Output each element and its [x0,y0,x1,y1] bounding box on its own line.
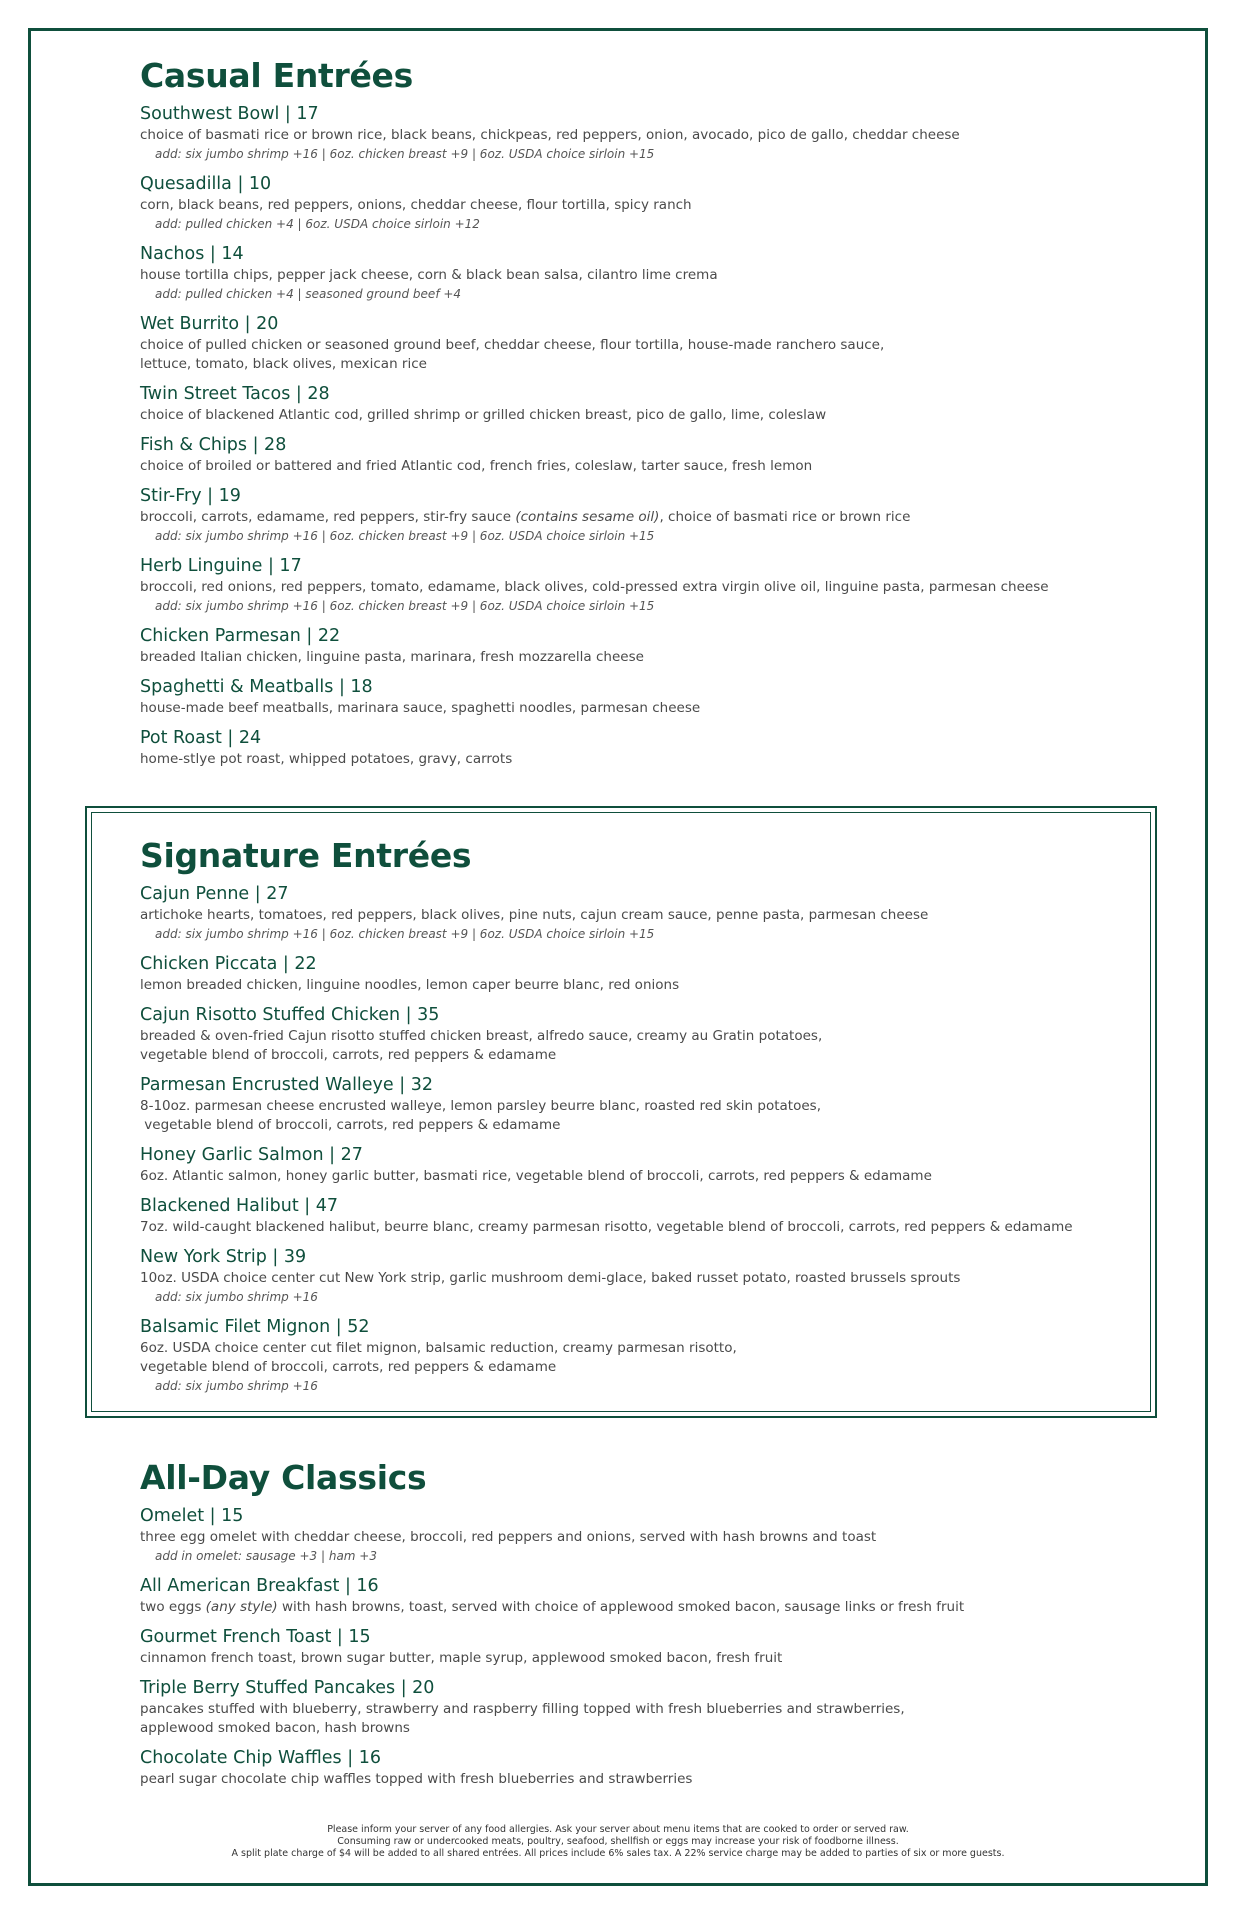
description-italic-note: (any style) [205,1599,278,1615]
menu-item-name: Nachos | 14 [140,244,244,264]
menu-item [140,624,1120,667]
menu-item-description: lemon breaded chicken, linguine noodles, lemon caper beurre blanc, red onions [140,977,680,993]
menu-item [140,1746,1120,1789]
menu-item-add-ons: add: six jumbo shrimp +16 [155,1290,318,1304]
menu-item-description: 7oz. wild-caught blackened halibut, beurre blanc, creamy parmesan risotto, vegetable blend of broccoli, carrots, red peppers & edamame [140,1219,1073,1235]
menu-item-description-line2: lettuce, tomato, black olives, mexican rice [140,356,427,372]
menu-item [140,433,1120,476]
menu-item-description: 10oz. USDA choice center cut New York strip, garlic mushroom demi-glace, baked russet potato, roasted brussels sprouts [140,1270,961,1286]
menu-item-name: Cajun Penne | 27 [140,884,289,904]
menu-item-name: All American Breakfast | 16 [140,1576,379,1596]
menu-item-description: artichoke hearts, tomatoes, red peppers, black olives, pine nuts, cajun cream sauce, penne pasta, parmesan cheese [140,907,929,923]
menu-item-name: Southwest Bowl | 17 [140,104,319,124]
menu-item-description: 8-10oz. parmesan cheese encrusted walleye, lemon parsley beurre blanc, roasted red skin potatoes, [140,1098,821,1114]
menu-item-add-ons: add: six jumbo shrimp +16 | 6oz. chicken breast +9 | 6oz. USDA choice sirloin +15 [155,147,655,161]
menu-item [140,382,1120,425]
menu-item [140,172,1120,234]
menu-item-name: New York Strip | 39 [140,1247,307,1267]
menu-item-description: broccoli, red onions, red peppers, tomato, edamame, black olives, cold-pressed extra virgin olive oil, linguine pasta, parmesan cheese [140,579,1049,595]
description-part: , choice of basmati rice or brown rice [659,509,911,525]
menu-item-add-ons: add: six jumbo shrimp +16 | 6oz. chicken breast +9 | 6oz. USDA choice sirloin +15 [155,599,655,613]
menu-item-name: Quesadilla | 10 [140,174,272,194]
menu-item-description: house-made beef meatballs, marinara sauce, spaghetti noodles, parmesan cheese [140,700,701,716]
menu-item-description: choice of blackened Atlantic cod, grilled shrimp or grilled chicken breast, pico de gallo, lime, coleslaw [140,407,827,423]
menu-item [140,1625,1120,1668]
menu-item-name: Herb Linguine | 17 [140,556,302,576]
menu-item-name: Fish & Chips | 28 [140,435,287,455]
description-italic-note: (contains sesame oil) [515,509,660,525]
menu-item-description: cinnamon french toast, brown sugar butter, maple syrup, applewood smoked bacon, fresh fruit [140,1650,783,1666]
menu-item-add-ons: add in omelet: sausage +3 | ham +3 [155,1549,377,1563]
menu-item-description-line2: vegetable blend of broccoli, carrots, red peppers & edamame [140,1359,557,1375]
menu-item-description: home-stlye pot roast, whipped potatoes, gravy, carrots [140,751,513,767]
menu-item-add-ons: add: six jumbo shrimp +16 [155,1379,318,1393]
menu-item-name: Cajun Risotto Stuffed Chicken | 35 [140,1005,440,1025]
menu-item-description: corn, black beans, red peppers, onions, cheddar cheese, flour tortilla, spicy ranch [140,197,692,213]
menu-item-name: Stir-Fry | 19 [140,486,241,506]
menu-item [140,554,1120,616]
menu-item [140,1676,1120,1738]
menu-item-name: Chicken Parmesan | 22 [140,626,341,646]
menu-item-add-ons: add: pulled chicken +4 | seasoned ground beef +4 [155,287,462,301]
menu-item-description: house tortilla chips, pepper jack cheese, corn & black bean salsa, cilantro lime crema [140,267,718,283]
menu-item-name: Pot Roast | 24 [140,728,262,748]
menu-item [140,882,1120,944]
menu-item [140,312,1120,374]
menu-item [140,1143,1120,1186]
casual-entrees-section [140,56,1120,769]
menu-item-name: Chocolate Chip Waffles | 16 [140,1748,381,1768]
section-title-classics: All-Day Classics [140,1458,427,1497]
description-part: broccoli, carrots, edamame, red peppers, stir-fry sauce [140,509,516,525]
menu-item [140,1194,1120,1237]
menu-item-name: Chicken Piccata | 22 [140,954,317,974]
menu-item-add-ons: add: six jumbo shrimp +16 | 6oz. chicken breast +9 | 6oz. USDA choice sirloin +15 [155,529,655,543]
menu-item-description: choice of basmati rice or brown rice, black beans, chickpeas, red peppers, onion, avocado, pico de gallo, cheddar cheese [140,127,960,143]
menu-item [140,1315,1120,1396]
menu-item-name: Wet Burrito | 20 [140,314,279,334]
footer-raw-food-warning: Consuming raw or undercooked meats, poultry, seafood, shellfish or eggs may increase your risk of foodborne illness. [337,1836,899,1847]
menu-item-name: Spaghetti & Meatballs | 18 [140,677,373,697]
menu-item-description: choice of broiled or battered and fried Atlantic cod, french fries, coleslaw, tarter sauce, fresh lemon [140,458,813,474]
menu-item-description: pearl sugar chocolate chip waffles topped with fresh blueberries and strawberries [140,1771,693,1787]
menu-item-name: Parmesan Encrusted Walleye | 32 [140,1075,433,1095]
menu-item-description [140,1598,1120,1617]
menu-item [140,484,1120,546]
description-part: two eggs [140,1599,206,1615]
menu-item-name: Balsamic Filet Mignon | 52 [140,1317,370,1337]
menu-item-description-line2: vegetable blend of broccoli, carrots, red peppers & edamame [140,1047,557,1063]
menu-item-description: choice of pulled chicken or seasoned ground beef, cheddar cheese, flour tortilla, house-made ranchero sauce, [140,337,885,353]
signature-entrees-section [140,836,1120,1396]
footer-allergy-note: Please inform your server of any food allergies. Ask your server about menu items that are cooked to order or served raw. [327,1824,909,1835]
menu-item-name: Omelet | 15 [140,1506,244,1526]
section-title-signature: Signature Entrées [140,836,472,875]
menu-item-name: Blackened Halibut | 47 [140,1196,338,1216]
menu-item-name: Twin Street Tacos | 28 [140,384,330,404]
menu-item [140,726,1120,769]
menu-item-description: breaded & oven-fried Cajun risotto stuffed chicken breast, alfredo sauce, creamy au Gratin potatoes, [140,1028,823,1044]
footer-charges-note: A split plate charge of $4 will be added to all shared entrées. All prices include 6% sales tax. A 22% service charge may be added to parties of six or more guests. [231,1848,1005,1859]
menu-item-name: Triple Berry Stuffed Pancakes | 20 [140,1678,435,1698]
menu-item [140,952,1120,995]
all-day-classics-section [140,1458,1120,1789]
menu-item-description [140,508,1120,527]
footer-notes [28,1824,1208,1860]
menu-item [140,242,1120,304]
menu-item-name: Honey Garlic Salmon | 27 [140,1145,363,1165]
menu-item [140,1245,1120,1307]
menu-item [140,1574,1120,1617]
menu-item-add-ons: add: six jumbo shrimp +16 | 6oz. chicken breast +9 | 6oz. USDA choice sirloin +15 [155,927,655,941]
menu-item [140,1073,1120,1135]
menu-item [140,675,1120,718]
menu-item-name: Gourmet French Toast | 15 [140,1627,371,1647]
menu-item-description-line2: applewood smoked bacon, hash browns [140,1720,410,1736]
section-title-casual: Casual Entrées [140,56,413,95]
menu-item-description-line2: vegetable blend of broccoli, carrots, red peppers & edamame [140,1117,561,1133]
menu-item [140,102,1120,164]
menu-item [140,1003,1120,1065]
menu-item [140,1504,1120,1566]
menu-item-add-ons: add: pulled chicken +4 | 6oz. USDA choice sirloin +12 [155,217,480,231]
menu-item-description: 6oz. USDA choice center cut filet mignon, balsamic reduction, creamy parmesan risotto, [140,1340,737,1356]
menu-item-description: breaded Italian chicken, linguine pasta, marinara, fresh mozzarella cheese [140,649,644,665]
menu-item-description: 6oz. Atlantic salmon, honey garlic butter, basmati rice, vegetable blend of broccoli, carrots, red peppers & edamame [140,1168,932,1184]
menu-item-description: three egg omelet with cheddar cheese, broccoli, red peppers and onions, served with hash browns and toast [140,1529,877,1545]
menu-item-description: pancakes stuffed with blueberry, strawberry and raspberry filling topped with fresh blueberries and strawberries, [140,1701,905,1717]
description-part: with hash browns, toast, served with choice of applewood smoked bacon, sausage links or fresh fruit [277,1599,965,1615]
